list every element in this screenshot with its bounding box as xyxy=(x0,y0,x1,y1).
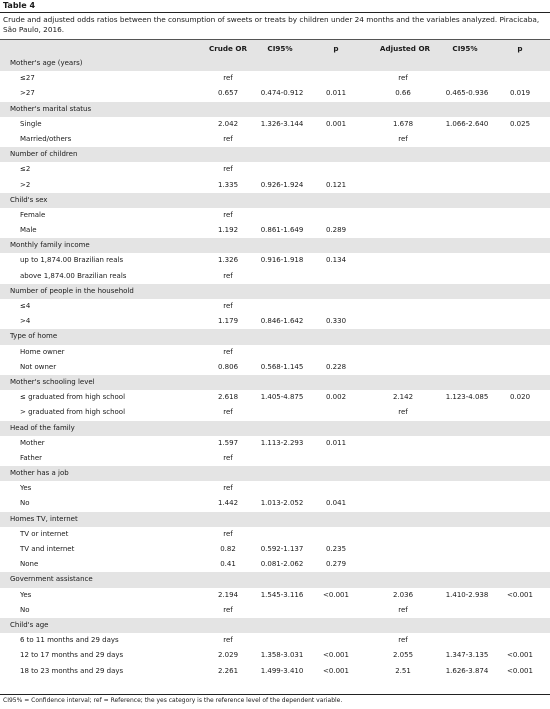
table-row xyxy=(0,436,550,451)
crude-or-cell: 1.442 xyxy=(217,499,239,508)
table-row xyxy=(0,162,550,177)
table-row xyxy=(0,208,550,223)
group-label: Monthly family income xyxy=(10,241,90,250)
crude-or-cell: ref xyxy=(223,302,233,310)
row-label: ≤ graduated from high school xyxy=(20,393,126,402)
adjusted-or-cell: 1.678 xyxy=(392,119,414,128)
p-adjusted-cell: 0.020 xyxy=(509,393,531,402)
table-row xyxy=(0,664,550,679)
group-label: Child's sex xyxy=(10,195,48,204)
adjusted-or-cell: 2.055 xyxy=(392,651,414,660)
crude-or-cell: 1.179 xyxy=(217,317,239,326)
table-row xyxy=(0,481,550,496)
table-row xyxy=(0,269,550,284)
group-header-row xyxy=(0,329,550,344)
p-crude-cell: 0.134 xyxy=(325,256,347,265)
group-header-row xyxy=(0,238,550,253)
crude-or-cell: 1.192 xyxy=(217,226,239,235)
row-label: ≤2 xyxy=(20,165,31,174)
group-label: Government assistance xyxy=(10,575,93,584)
group-header-row xyxy=(0,466,550,481)
p-crude-cell: 0.001 xyxy=(325,119,347,128)
row-label: >4 xyxy=(20,317,31,326)
group-label: Number of children xyxy=(10,150,78,159)
crude-or-cell: ref xyxy=(223,453,233,462)
group-header-row xyxy=(0,618,550,633)
ci-crude-cell: 0.568-1.145 xyxy=(260,362,304,371)
table-row xyxy=(0,648,550,663)
ci-crude-cell: 1.358-3.031 xyxy=(260,651,304,660)
p-crude-cell: 0.235 xyxy=(325,545,347,553)
col-header-ci-crude: CI95% xyxy=(267,44,293,53)
row-label: None xyxy=(20,560,39,569)
ci-crude-cell: 1.113-2.293 xyxy=(260,438,304,447)
p-crude-cell: 0.279 xyxy=(325,560,347,569)
p-crude-cell: 0.041 xyxy=(325,499,347,508)
crude-or-cell: ref xyxy=(223,74,233,83)
row-label: >27 xyxy=(20,89,35,98)
adjusted-or-cell: 2.142 xyxy=(392,393,414,402)
col-header-p-crude: p xyxy=(333,44,339,53)
row-label: TV or internet xyxy=(20,529,69,538)
row-label: Single xyxy=(20,119,42,128)
p-adjusted-cell: <0.001 xyxy=(507,590,533,599)
row-label: Female xyxy=(20,210,46,219)
table-row xyxy=(0,223,550,238)
ci-crude-cell: 0.081-2.062 xyxy=(260,560,304,569)
row-label: TV and internet xyxy=(20,545,75,553)
crude-or-cell: ref xyxy=(223,210,233,219)
p-adjusted-cell: <0.001 xyxy=(507,666,533,675)
group-label: Number of people in the household xyxy=(10,286,134,295)
table-row xyxy=(0,633,550,648)
crude-or-cell: 1.597 xyxy=(217,438,239,447)
adjusted-or-cell: 0.66 xyxy=(395,89,411,98)
bottom-rule xyxy=(0,694,550,695)
group-label: Type of home xyxy=(10,332,58,341)
group-header-row xyxy=(0,193,550,208)
p-crude-cell: <0.001 xyxy=(323,651,349,660)
group-label: Child's age xyxy=(10,620,49,629)
crude-or-cell: 0.657 xyxy=(217,89,239,98)
adjusted-or-cell: ref xyxy=(398,636,408,645)
table-body xyxy=(0,56,550,679)
row-label: Yes xyxy=(20,590,32,599)
crude-or-cell: 0.806 xyxy=(217,362,239,371)
row-label: Married/others xyxy=(20,134,72,143)
row-label: > graduated from high school xyxy=(20,408,126,417)
p-crude-cell: 0.011 xyxy=(325,89,347,98)
group-label: Head of the family xyxy=(10,423,75,432)
ci-crude-cell: 1.013-2.052 xyxy=(260,499,304,508)
table-row xyxy=(0,603,550,618)
table-row xyxy=(0,132,550,147)
adjusted-or-cell: 2.51 xyxy=(395,666,411,675)
ci-crude-cell: 0.592-1.137 xyxy=(260,545,304,553)
group-label: Mother's schooling level xyxy=(10,377,95,386)
crude-or-cell: ref xyxy=(223,529,233,538)
row-label: above 1,874.00 Brazilian reals xyxy=(20,271,127,280)
crude-or-cell: ref xyxy=(223,408,233,417)
crude-or-cell: 2.261 xyxy=(217,666,239,675)
row-label: ≤27 xyxy=(20,74,35,83)
p-crude-cell: 0.330 xyxy=(325,317,347,326)
col-header-crude-or: Crude OR xyxy=(208,44,248,53)
row-label: Male xyxy=(20,226,37,235)
crude-or-cell: 2.029 xyxy=(217,651,239,660)
p-crude-cell: 0.289 xyxy=(325,226,347,235)
adjusted-or-cell: ref xyxy=(398,408,408,417)
crude-or-cell: ref xyxy=(223,636,233,645)
crude-or-cell: ref xyxy=(223,271,233,280)
adjusted-or-cell: ref xyxy=(398,74,408,83)
crude-or-cell: ref xyxy=(223,134,233,143)
group-header-row xyxy=(0,147,550,162)
crude-or-cell: ref xyxy=(223,484,233,493)
row-label: Father xyxy=(20,453,43,462)
crude-or-cell: 2.042 xyxy=(217,119,239,128)
p-crude-cell: <0.001 xyxy=(323,666,349,675)
row-label: up to 1,874.00 Brazilian reals xyxy=(20,256,124,265)
table-row xyxy=(0,527,550,542)
table-row xyxy=(0,86,550,101)
crude-or-cell: 0.82 xyxy=(220,545,236,553)
crude-or-cell: 2.618 xyxy=(217,393,239,402)
group-header-row xyxy=(0,421,550,436)
group-header-row xyxy=(0,572,550,587)
group-header-row xyxy=(0,102,550,117)
table-row xyxy=(0,253,550,268)
ci-adjusted-cell: 1.410-2.938 xyxy=(445,590,489,599)
table-row xyxy=(0,405,550,420)
crude-or-cell: 1.335 xyxy=(217,180,239,189)
col-header-p-adjusted: p xyxy=(517,44,523,53)
ci-adjusted-cell: 1.626-3.874 xyxy=(445,666,489,675)
row-label: Home owner xyxy=(20,347,65,356)
crude-or-cell: ref xyxy=(223,605,233,614)
table-row xyxy=(0,390,550,405)
p-crude-cell: 0.121 xyxy=(325,180,347,189)
row-label: >2 xyxy=(20,180,31,189)
row-label: No xyxy=(20,605,30,614)
table-row xyxy=(0,117,550,132)
group-header-row xyxy=(0,375,550,390)
crude-or-cell: ref xyxy=(223,347,233,356)
ci-crude-cell: 1.405-4.875 xyxy=(260,393,304,402)
crude-or-cell: 2.194 xyxy=(217,590,239,599)
group-label: Mother's age (years) xyxy=(10,59,83,67)
p-crude-cell: 0.228 xyxy=(325,362,347,371)
ci-crude-cell: 0.916-1.918 xyxy=(260,256,304,265)
table-caption: Crude and adjusted odds ratios between the consumption of sweets or treats by children under 24 months and the variables analyzed. Piracicaba, São Paulo, 2016. xyxy=(3,15,540,34)
p-crude-cell: <0.001 xyxy=(323,590,349,599)
ci-adjusted-cell: 1.066-2.640 xyxy=(445,119,489,128)
row-label: Not owner xyxy=(20,362,57,371)
group-label: Homes TV, internet xyxy=(10,514,78,523)
p-crude-cell: 0.002 xyxy=(325,393,347,402)
table-row xyxy=(0,360,550,375)
row-label: ≤4 xyxy=(20,302,31,310)
table-row xyxy=(0,496,550,511)
ci-crude-cell: 0.861-1.649 xyxy=(260,226,304,235)
ci-adjusted-cell: 0.465-0.936 xyxy=(445,89,489,98)
ci-crude-cell: 0.846-1.642 xyxy=(260,317,304,326)
ci-adjusted-cell: 1.347-3.135 xyxy=(445,651,489,660)
group-header-row xyxy=(0,512,550,527)
group-label: Mother has a job xyxy=(10,469,69,478)
ci-crude-cell: 1.545-3.116 xyxy=(260,590,304,599)
table-row xyxy=(0,542,550,557)
crude-or-cell: ref xyxy=(223,165,233,174)
ci-adjusted-cell: 1.123-4.085 xyxy=(445,393,489,402)
p-adjusted-cell: 0.025 xyxy=(509,119,531,128)
top-rule xyxy=(0,12,550,13)
group-header-row xyxy=(0,284,550,299)
table-row xyxy=(0,299,550,314)
table-header-row xyxy=(0,40,550,56)
row-label: 18 to 23 months and 29 days xyxy=(20,666,124,675)
table-row xyxy=(0,588,550,603)
table-label: Table 4 xyxy=(3,1,36,10)
row-label: No xyxy=(20,499,30,508)
group-label: Mother's marital status xyxy=(10,104,92,113)
crude-or-cell: 1.326 xyxy=(217,256,239,265)
table-row xyxy=(0,314,550,329)
table-footnote: CI95% = Confidence interval; ref = Reference; the yes category is the reference level of the dependent variable. xyxy=(3,697,343,704)
row-label: 12 to 17 months and 29 days xyxy=(20,651,124,660)
group-header-row xyxy=(0,56,550,71)
row-label: Yes xyxy=(20,484,32,493)
adjusted-or-cell: 2.036 xyxy=(392,590,414,599)
ci-crude-cell: 1.326-3.144 xyxy=(260,119,304,128)
p-crude-cell: 0.011 xyxy=(325,438,347,447)
table-row xyxy=(0,178,550,193)
table-row xyxy=(0,71,550,86)
adjusted-or-cell: ref xyxy=(398,605,408,614)
ci-crude-cell: 1.499-3.410 xyxy=(260,666,304,675)
crude-or-cell: 0.41 xyxy=(220,560,236,569)
p-adjusted-cell: 0.019 xyxy=(509,89,531,98)
table-row xyxy=(0,345,550,360)
table-row xyxy=(0,451,550,466)
ci-crude-cell: 0.474-0.912 xyxy=(260,89,304,98)
adjusted-or-cell: ref xyxy=(398,134,408,143)
col-header-ci-adjusted: CI95% xyxy=(452,44,478,53)
row-label: Mother xyxy=(20,438,45,447)
row-label: 6 to 11 months and 29 days xyxy=(20,636,119,645)
p-adjusted-cell: <0.001 xyxy=(507,651,533,660)
ci-crude-cell: 0.926-1.924 xyxy=(260,180,304,189)
table-row xyxy=(0,557,550,572)
col-header-adjusted-or: Adjusted OR xyxy=(379,44,431,53)
